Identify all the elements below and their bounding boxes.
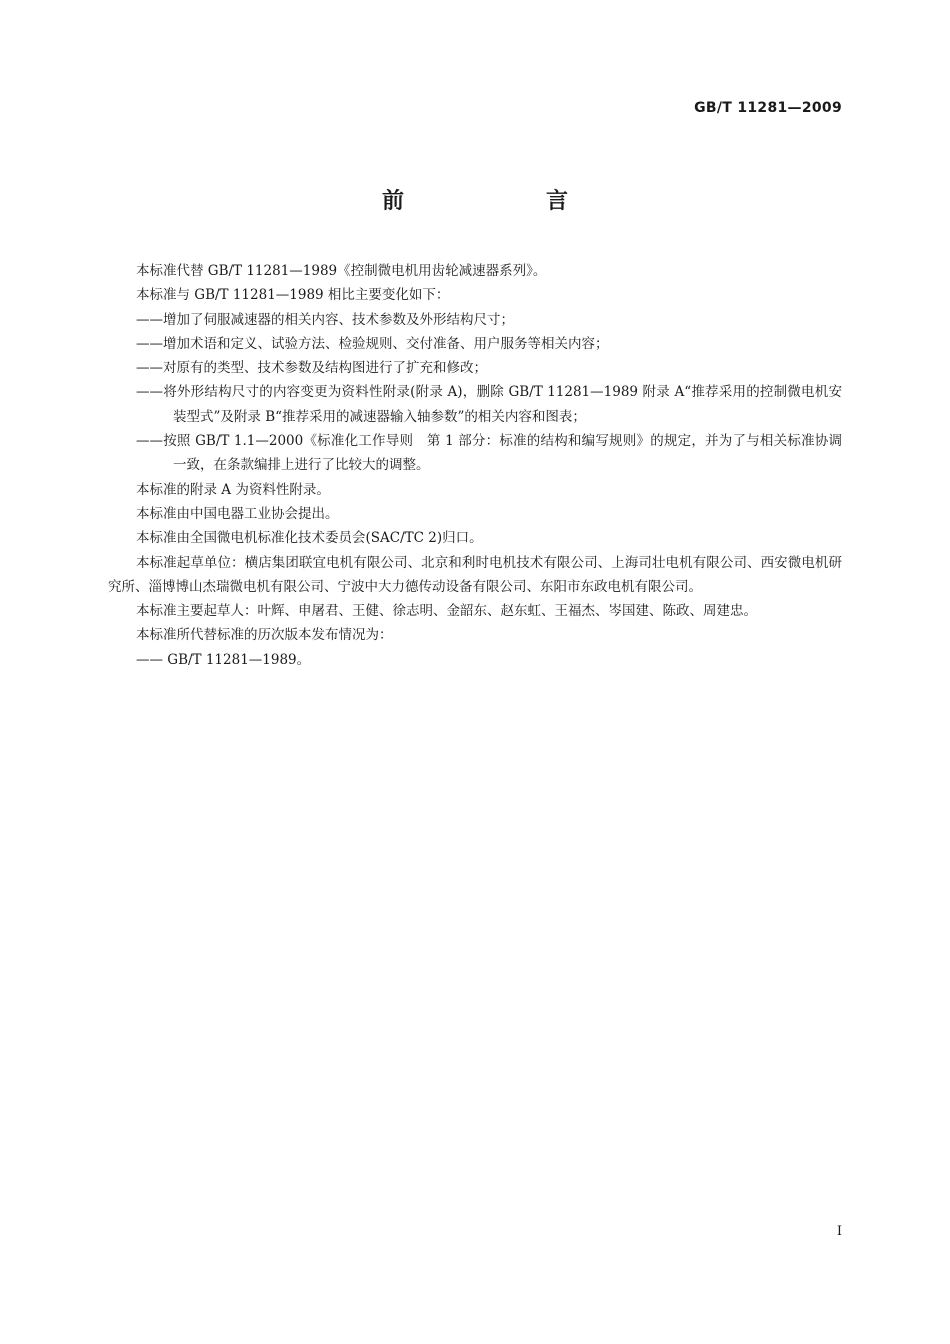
paragraph-changes-intro: 本标准与 GB/T 11281—1989 相比主要变化如下： [136, 287, 450, 304]
paragraph-appendix: 本标准的附录 A 为资料性附录。 [136, 481, 330, 498]
paragraph-drafters: 本标准主要起草人：叶辉、申屠君、王健、徐志明、金韶东、赵东虹、王福杰、岑国建、陈政、周建忠。 [136, 603, 757, 620]
document-body [108, 259, 842, 672]
standard-code: GB/T 11281—2009 [694, 100, 842, 116]
change-item: ——增加术语和定义、试验方法、检验规则、交付准备、用户服务等相关内容； [136, 335, 609, 352]
change-item: ——将外形结构尺寸的内容变更为资料性附录(附录 A)，删除 GB/T 11281—1989 附录 A“推荐采用的控制微电机安装型式”及附录 B“推荐采用的减速器输入轴参数”的相关内容和图表； [136, 384, 842, 425]
paragraph-proposed-by: 本标准由中国电器工业协会提出。 [136, 505, 339, 522]
change-item: ——对原有的类型、技术参数及结构图进行了扩充和修改； [136, 360, 487, 377]
paragraph-history-intro: 本标准所代替标准的历次版本发布情况为： [136, 627, 393, 644]
paragraph-centralized-by: 本标准由全国微电机标准化技术委员会(SAC/TC 2)归口。 [136, 530, 483, 547]
paragraph-history-item: —— GB/T 11281—1989。 [136, 651, 311, 668]
change-item: ——增加了伺服减速器的相关内容、技术参数及外形结构尺寸； [136, 311, 514, 328]
paragraph-replaces: 本标准代替 GB/T 11281—1989《控制微电机用齿轮减速器系列》。 [136, 263, 547, 279]
change-item: ——按照 GB/T 1.1—2000《标准化工作导则 第 1 部分：标准的结构和编写规则》的规定，并为了与相关标准协调一致，在条款编排上进行了比较大的调整。 [136, 433, 842, 474]
paragraph-drafting-units: 本标准起草单位：横店集团联宜电机有限公司、北京和利时电机技术有限公司、上海司壮电机有限公司、西安微电机研究所、淄博博山杰瑞微电机有限公司、宁波中大力德传动设备有限公司、东阳市东政电机有限公司。 [108, 554, 842, 595]
page-title: 前 言 [381, 189, 628, 214]
page-number: I [836, 1224, 842, 1239]
